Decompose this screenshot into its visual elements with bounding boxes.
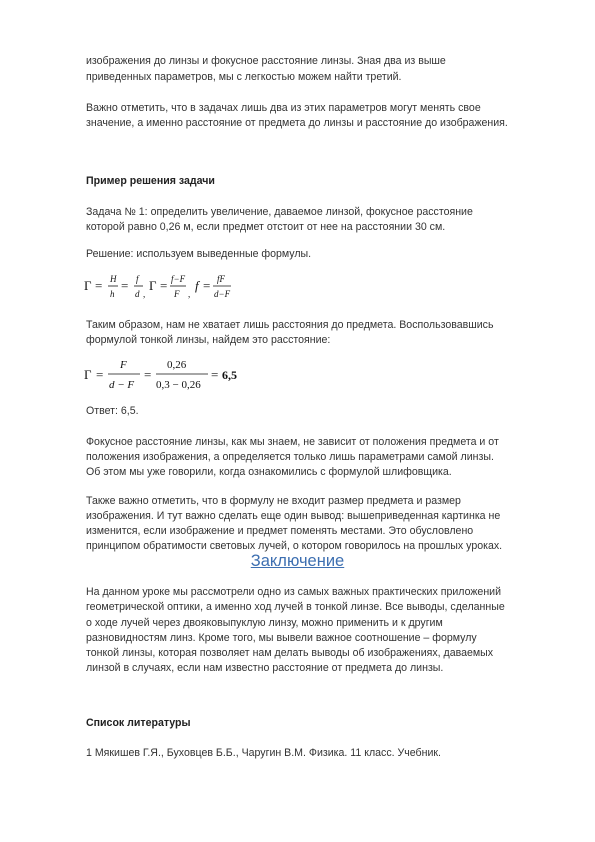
formula-denominator: d−F xyxy=(214,289,231,299)
formula-equals: = xyxy=(211,367,219,382)
magnification-formula xyxy=(84,268,254,308)
formula-denominator: d − F xyxy=(109,379,135,391)
paragraph-line: Об этом мы уже говорили, когда ознакомились с формулой шлифовщика. xyxy=(86,466,452,478)
conclusion-link[interactable]: Заключение xyxy=(250,552,345,570)
formula-numerator: f xyxy=(136,274,139,284)
solution-text: Решение: используем выведенные формулы. xyxy=(86,248,312,260)
formula-denominator: h xyxy=(110,289,115,299)
formula-result: 6,5 xyxy=(222,368,237,382)
intro-line: Важно отметить, что в задачах лишь два из этих параметров могут менять свое xyxy=(86,102,481,114)
formula-numerator: 0,26 xyxy=(167,359,187,371)
paragraph-line: изменится, если изображение и предмет поменять местами. Это обусловлено xyxy=(86,525,474,537)
formula-numerator: f−F xyxy=(171,274,186,284)
missing-text: формулой тонкой линзы, найдем это расстояние: xyxy=(86,334,331,346)
formula-f: f xyxy=(195,278,199,293)
formula-equals: = xyxy=(95,278,103,293)
conclusion-line: о ходе лучей через двояковыпуклую линзу, можно применить и к другим xyxy=(86,617,443,629)
intro-line: значение, а именно расстояние от предмета до линзы и расстояние до изображения. xyxy=(86,117,508,129)
example-heading: Пример решения задачи xyxy=(86,175,215,187)
thin-lens-distance-formula xyxy=(84,355,244,397)
formula-equals: = xyxy=(160,278,168,293)
paragraph-line: Фокусное расстояние линзы, как мы знаем, не зависит от положения предмета и от xyxy=(86,436,499,448)
formula-numerator: H xyxy=(110,274,117,284)
intro-line: изображения до линзы и фокусное расстояние линзы. Зная два из выше xyxy=(86,55,446,67)
paragraph-line: принципом обратимости световых лучей, о котором говорилось на прошлых уроках. xyxy=(86,540,503,552)
formula-gamma: Г xyxy=(84,367,92,382)
reference-item: 1 Мякишев Г.Я., Буховцев Б.Б., Чаругин В.М. Физика. 11 класс. Учебник. xyxy=(86,747,441,759)
formula-denominator: 0,3 − 0,26 xyxy=(156,379,201,391)
intro-line: приведенных параметров, мы с легкостью можем найти третий. xyxy=(86,71,402,83)
formula-comma: , xyxy=(188,289,191,299)
missing-text: Таким образом, нам не хватает лишь расстояния до предмета. Воспользовавшись xyxy=(86,319,494,331)
references-heading: Список литературы xyxy=(86,717,191,729)
formula-comma: , xyxy=(143,289,146,299)
formula-numerator: fF xyxy=(217,274,225,284)
formula-numerator: F xyxy=(120,359,127,371)
formula-equals: = xyxy=(96,367,104,382)
formula-denominator: d xyxy=(135,289,140,299)
answer-text: Ответ: 6,5. xyxy=(86,405,139,417)
formula-gamma: Г xyxy=(84,278,92,293)
formula-equals: = xyxy=(144,367,152,382)
formula-denominator: F xyxy=(174,289,180,299)
formula-equals: = xyxy=(121,278,129,293)
formula-gamma: Г xyxy=(149,278,157,293)
task-text: Задача № 1: определить увеличение, даваемое линзой, фокусное расстояние xyxy=(86,206,473,218)
task-text: которой равно 0,26 м, если предмет отстоит от нее на расстоянии 30 см. xyxy=(86,221,446,233)
conclusion-line: тонкой линзы, которая позволяет нам делать выводы об изображениях, даваемых xyxy=(86,647,494,659)
paragraph-line: положения изображения, а определяется только лишь параметрами самой линзы. xyxy=(86,451,494,463)
paragraph-line: изображения. И тут важно сделать еще один вывод: вышеприведенная картинка не xyxy=(86,510,501,522)
conclusion-line: линзой в случаях, если нам известно расстояние от предмета до линзы. xyxy=(86,662,444,674)
conclusion-line: разновидностям линз. Кроме того, мы вывели важное соотношение – формулу xyxy=(86,632,477,644)
conclusion-line: геометрической оптики, а именно ход лучей в тонкой линзе. Все выводы, сделанные xyxy=(86,601,505,613)
formula-equals: = xyxy=(203,278,211,293)
conclusion-line: На данном уроке мы рассмотрели одно из самых важных практических приложений xyxy=(86,586,502,598)
paragraph-line: Также важно отметить, что в формулу не входит размер предмета и размер xyxy=(86,495,461,507)
